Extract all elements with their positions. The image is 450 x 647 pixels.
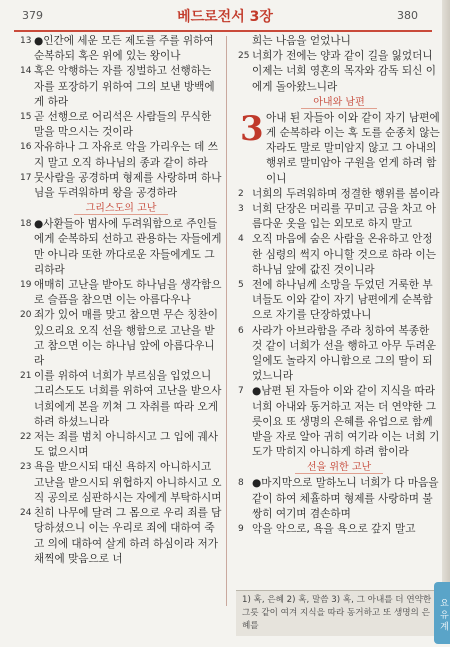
- verse: [20, 506, 222, 567]
- verse-number: 18: [20, 219, 32, 230]
- chapter-number: 3: [240, 108, 264, 149]
- verse-number: 15: [20, 112, 32, 123]
- chapter-start: [238, 108, 440, 187]
- header-rule: [14, 30, 432, 32]
- verse-number: 4: [238, 234, 244, 245]
- verse: [20, 430, 222, 460]
- verse-text: ●인간에 세운 모든 제도를 주를 위하여 순복하되 혹은 위에 있는 왕이나: [34, 35, 214, 63]
- verse-text: 전에 하나님께 소망을 두었던 거룩한 부녀들도 이와 같이 자기 남편에게 순복함으로 자기를 단장하였나니: [252, 279, 433, 322]
- verse-number: 9: [238, 524, 244, 535]
- verse-number: 14: [20, 66, 32, 77]
- verse-number: 5: [238, 280, 244, 291]
- running-title: 베드로전서 3장: [177, 9, 273, 25]
- verse-text: 악을 악으로, 욕을 욕으로 갚지 말고: [252, 523, 416, 536]
- page-number-right: 380: [397, 9, 418, 22]
- verse-number: 16: [20, 142, 32, 153]
- verse: [20, 110, 222, 140]
- verse-text: 죄가 있어 매를 맞고 참으면 무슨 칭찬이 있으리요 오직 선을 행함으로 고난을 받고 참으면 이는 하나님 앞에 아름다우니라: [34, 309, 218, 368]
- verse-text: 오직 마음에 숨은 사람을 온유하고 안정한 심령의 썩지 아니할 것으로 하라 이는 하나님 앞에 값진 것이니라: [252, 233, 436, 276]
- verse-number: 13: [20, 36, 32, 46]
- verse: [238, 278, 440, 324]
- verse-number: 3: [238, 204, 244, 215]
- verse: [238, 232, 440, 278]
- page-edge: [442, 0, 450, 582]
- column-divider: [226, 36, 227, 606]
- verse-number: 22: [20, 432, 32, 443]
- verse-text: 애매히 고난을 받아도 하나님을 생각함으로 슬픔을 참으면 이는 아름다우나: [34, 279, 222, 307]
- verse: [20, 369, 222, 430]
- verse-text: ●사환들아 범사에 두려워함으로 주인들에게 순복하되 선하고 관용하는 자들에게만 아니라 또한 까다로운 자들에게도 그리하라: [34, 218, 222, 276]
- right-column: [238, 34, 440, 537]
- verse-text: 자유하나 그 자유로 악을 가리우는 데 쓰지 말고 오직 하나님의 종과 같이 하라: [34, 141, 218, 169]
- book-thumb-tab[interactable]: 요 유 계: [434, 582, 450, 644]
- verse: [238, 384, 440, 460]
- verse-number: 23: [20, 462, 32, 473]
- verse-text: 욕을 받으시되 대신 욕하지 아니하시고 고난을 받으시되 위협하지 아니하시고 오직 공의로 심판하시는 자에게 부탁하시며: [34, 461, 222, 504]
- verse: [238, 49, 440, 95]
- verse: [20, 34, 222, 64]
- verse-text: 혹은 악행하는 자를 징벌하고 선행하는 자를 포장하기 위하여 그의 보낸 방백에게 하라: [34, 65, 215, 108]
- verse-number: 7: [238, 386, 244, 397]
- section-heading: 아내와 남편: [238, 95, 440, 111]
- verse-text: 너희가 전에는 양과 같이 길을 잃었더니 이제는 너희 영혼의 목자와 감독 되신 이에게 돌아왔느니라: [252, 50, 436, 93]
- footnote-box: 1) 혹, 은혜 2) 혹, 말씀 3) 혹, 그 아내를 더 연약한 그릇 같이 여겨 지식을 따라 동거하고 또 생명의 은혜를: [236, 590, 444, 636]
- verse-text: ●마지막으로 말하노니 너희가 다 마음을 같이 하여 체휼하며 형제를 사랑하며 불쌍히 여기며 겸손하며: [252, 477, 439, 520]
- verse-text: ●남편 된 자들아 이와 같이 지식을 따라 너희 아내와 동거하고 저는 더 연약한 그릇이요 또 생명의 은혜를 유업으로 함께 받을 자로 알아 귀히 여기라 이는 너희 기도가 막히지 아니하게 하려 함이라: [252, 385, 440, 459]
- page-number-left: 379: [22, 9, 43, 22]
- verse-text: 저는 죄를 범치 아니하시고 그 입에 궤사도 없으시며: [34, 431, 218, 459]
- verse: [238, 34, 440, 49]
- verse: [238, 476, 440, 522]
- verse: [238, 324, 440, 385]
- verse-number: 21: [20, 371, 32, 382]
- verse: [238, 187, 440, 202]
- verse-text: 아내 된 자들아 이와 같이 자기 남편에게 순복하라 이는 혹 도를 순종치 않는 자라도 말로 말미암지 않고 그 아내의 행위로 말미암아 구원을 얻게 하려 함이니: [266, 111, 440, 185]
- verse: [20, 460, 222, 506]
- verse-number: 8: [238, 478, 244, 489]
- verse-number: 17: [20, 172, 32, 183]
- verse: [20, 171, 222, 201]
- verse: [20, 217, 222, 278]
- verse-number: 19: [20, 280, 32, 291]
- page-header: [0, 0, 450, 30]
- section-heading: 선을 위한 고난: [238, 460, 440, 476]
- verse-number: 25: [238, 51, 250, 62]
- verse-number: 6: [238, 325, 244, 336]
- verse-number: 2: [238, 188, 244, 199]
- verse-number: 24: [20, 508, 32, 519]
- verse-text: 희는 나음을 얻었나니: [252, 35, 351, 47]
- verse-number: 20: [20, 310, 32, 321]
- verse-text: 너희 단장은 머리를 꾸미고 금을 차고 아름다운 옷을 입는 외모로 하지 말고: [252, 203, 436, 231]
- verse: [20, 308, 222, 369]
- verse-text: 뭇사람을 공경하며 형제를 사랑하며 하나님을 두려워하며 왕을 공경하라: [34, 171, 222, 200]
- verse: [238, 522, 440, 537]
- section-heading: 그리스도의 고난: [20, 201, 222, 217]
- verse-text: 이를 위하여 너희가 부르심을 입었으니 그리스도도 너희를 위하여 고난을 받으사 너희에게 본을 끼쳐 그 자취를 따라 오게 하려 하셨느니라: [34, 370, 222, 428]
- verse: [20, 278, 222, 308]
- verse: [20, 64, 222, 110]
- verse-text: 너희의 두려워하며 정결한 행위를 봄이라: [252, 187, 440, 200]
- left-column: [20, 34, 222, 567]
- verse-text: 친히 나무에 달려 그 몸으로 우리 죄를 담당하셨으니 이는 우리로 죄에 대하여 죽고 의에 대하여 살게 하려 하심이라 저가 채찍에 맞음으로 너: [34, 507, 222, 565]
- verse-text: 사라가 아브라함을 주라 칭하여 복종한 것 같이 너희가 선을 행하고 아무 두려운 일에도 놀라지 아니함으로 그의 딸이 되었느니라: [252, 324, 436, 383]
- verse: [238, 202, 440, 232]
- verse-text: 곧 선행으로 어리석은 사람들의 무식한 말을 막으시는 것이라: [34, 111, 212, 139]
- verse: [20, 140, 222, 170]
